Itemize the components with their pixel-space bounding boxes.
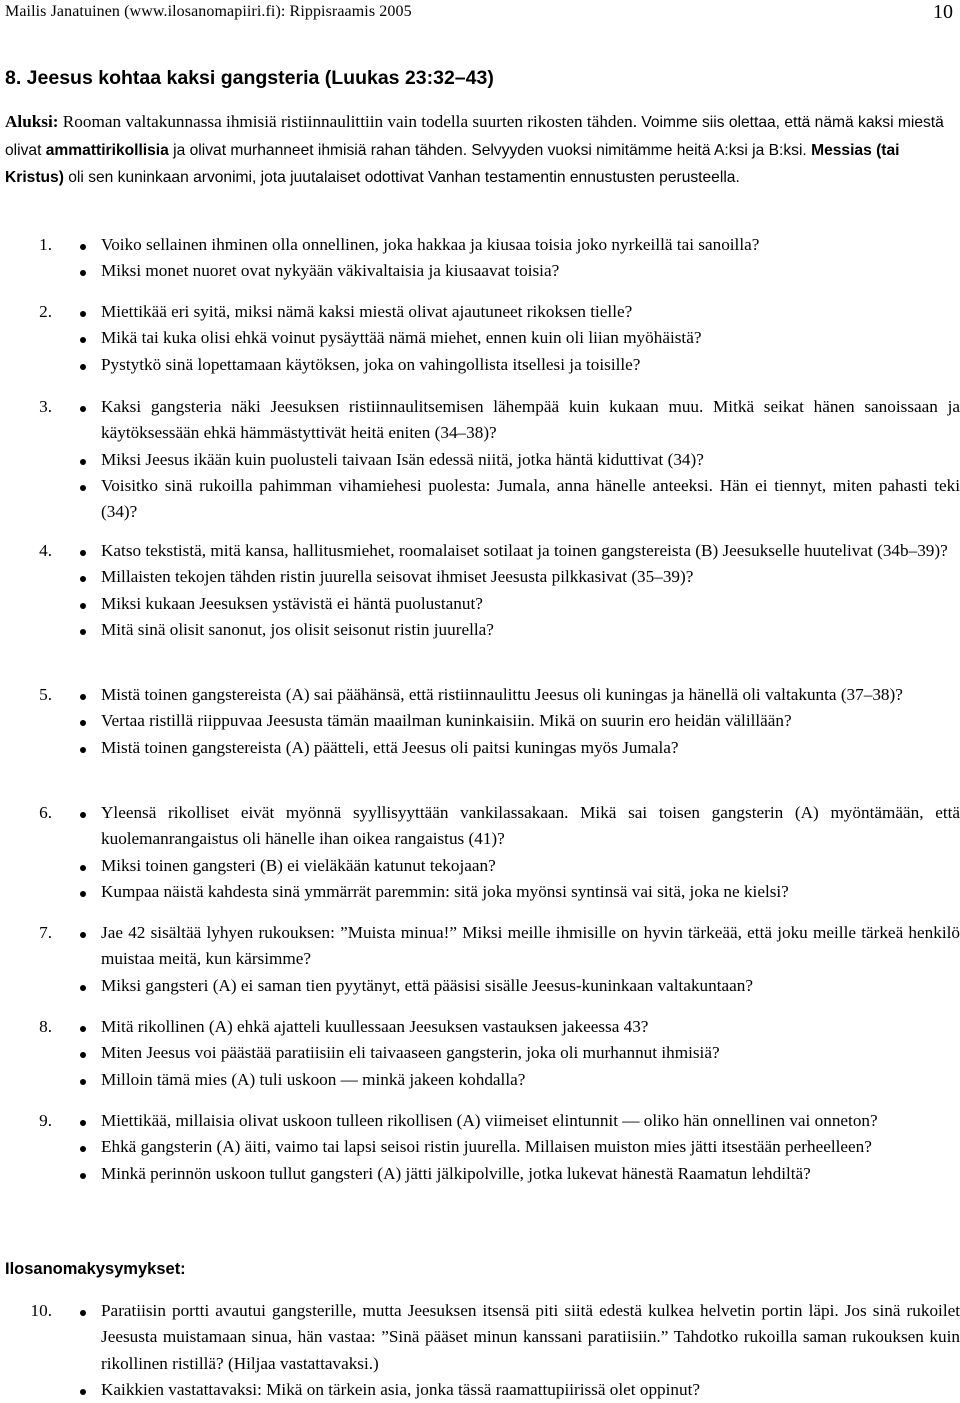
- list-item-text: Mistä toinen gangstereista (A) sai päähänsä, että ristiinnaulittu Jeesus oli kuningas ja hänellä oli valtakunta (37–38)?: [101, 685, 903, 704]
- page-number: 10: [933, 1, 953, 23]
- list-item: [80, 708, 960, 734]
- list-item: [80, 1040, 960, 1066]
- bullet-icon: [80, 459, 86, 465]
- question-list: [80, 800, 960, 905]
- bullet-icon: [80, 1052, 86, 1058]
- intro-paragraph: [5, 109, 957, 192]
- bullet-icon: [80, 694, 86, 700]
- intro-emphasis: ammattirikollisia: [45, 141, 169, 159]
- list-item: [80, 1161, 960, 1187]
- bullet-icon: [80, 1389, 86, 1395]
- list-item-text: Voisitko sinä rukoilla pahimman vihamiehesi puolesta: Jumala, anna hänelle anteeksi. Hän ei tiennyt, miten pahasti teki (34)?: [101, 475, 960, 522]
- list-item-text: Katso tekstistä, mitä kansa, hallitusmiehet, roomalaiset sotilaat ja toinen gangstereista (B) Jeesukselle huutelivat (34b–39)?: [101, 541, 948, 560]
- list-item-text: Millaisten tekojen tähden ristin juurella seisovat ihmiset Jeesusta pilkkasivat (35–39)?: [101, 567, 694, 587]
- list-item-text: Miettikää eri syitä, miksi nämä kaksi miestä olivat ajautuneet rikoksen tielle?: [101, 302, 633, 321]
- list-item-text: Pystytkö sinä lopettamaan käytöksen, joka on vahingollista itsellesi ja toisille?: [101, 354, 641, 374]
- bullet-icon: [80, 603, 86, 609]
- list-item-text: Yleensä rikolliset eivät myönnä syyllisyyttään vankilassakaan. Mikä sai toisen gangsterin (A) myöntämään, että kuolemanrangaistus oli hänelle ihan oikea rangaistus (41)?: [101, 803, 960, 849]
- list-item-text: Kumpaa näistä kahdesta sinä ymmärrät paremmin: sitä joka myönsi syntinsä vai sitä, joka ne kielsi?: [101, 881, 789, 901]
- list-item: [80, 617, 960, 643]
- list-item: [80, 1108, 960, 1134]
- list-item: [80, 853, 960, 879]
- question-list: [80, 682, 960, 761]
- question-list: [80, 538, 960, 643]
- list-item: [80, 394, 960, 447]
- intro-text: Rooman valtakunnassa ihmisiä ristiinnaulittiin vain todella suurten rikosten tähden.: [58, 112, 642, 131]
- question-number: 8.: [39, 1017, 52, 1036]
- bullet-icon: [80, 337, 86, 343]
- list-item: [80, 1298, 960, 1377]
- list-item: [80, 447, 960, 473]
- question-number: 3.: [39, 397, 52, 416]
- bullet-icon: [80, 1120, 86, 1126]
- ilosanoma-heading: Ilosanomakysymykset:: [5, 1260, 186, 1278]
- question-list: [80, 920, 960, 999]
- list-item: [80, 473, 960, 526]
- question-number: 4.: [39, 541, 52, 560]
- list-item: [80, 682, 960, 708]
- bullet-icon: [80, 270, 86, 276]
- bullet-icon: [80, 891, 86, 897]
- question-list: [80, 232, 960, 285]
- bullet-icon: [80, 985, 86, 991]
- list-item-text: Jae 42 sisältää lyhyen rukouksen: ”Muista minua!” Miksi meille ihmisille on hyvin tärkeää, että joku meille tärkeä henkilö muistaa meitä, kun kärsimme?: [101, 923, 960, 969]
- question-list: [80, 394, 960, 525]
- bullet-icon: [80, 576, 86, 582]
- question-list: [80, 299, 960, 378]
- intro-sans-part: Voimme siis olettaa, että nämä kaksi miestä olivat: [5, 114, 944, 159]
- question-list: [80, 1014, 960, 1093]
- list-item: [80, 258, 960, 284]
- list-item-text: Kaikkien vastattavaksi: Mikä on tärkein asia, jonka tässä raamattupiirissä olet oppinut?: [101, 1379, 701, 1399]
- list-item: [80, 879, 960, 905]
- question-number: 2.: [39, 302, 52, 321]
- intro-sans-part: oli sen kuninkaan arvonimi, jota juutalaiset odottivat Vanhan testamentin ennustusten perusteella.: [63, 169, 740, 186]
- question-number: 10.: [30, 1301, 52, 1320]
- bullet-icon: [80, 1146, 86, 1152]
- list-item-text: Vertaa ristillä riippuvaa Jeesusta tämän maailman kuninkaisiin. Mikä on suurin ero heidän välillään?: [101, 711, 792, 731]
- bullet-icon: [80, 1079, 86, 1085]
- list-item: [80, 735, 960, 761]
- list-item: [80, 325, 960, 351]
- list-item: [80, 1134, 960, 1160]
- bullet-icon: [80, 311, 86, 317]
- list-item-text: Paratiisin portti avautui gangsterille, mutta Jeesuksen itsensä piti siitä edestä kulkea helvetin portin läpi. Jos sinä rukoilet Jeesusta muistamaan sinua, hän vastaa: ”Sinä pääset minun kanssani paratiisiin.” Tahdotko rukoilla saman rukouksen kuin rikollinen ristillä? (Hiljaa vastattavaksi.): [101, 1301, 960, 1373]
- list-item: [80, 800, 960, 853]
- list-item-text: Mikä tai kuka olisi ehkä voinut pysäyttää nämä miehet, ennen kuin oli liian myöhäistä?: [101, 328, 702, 348]
- bullet-icon: [80, 364, 86, 370]
- list-item-text: Miksi gangsteri (A) ei saman tien pyytänyt, että pääsisi sisälle Jeesus-kuninkaan valtakuntaan?: [101, 975, 753, 995]
- list-item: [80, 232, 960, 258]
- question-number: 7.: [39, 923, 52, 942]
- bullet-icon: [80, 406, 86, 412]
- question-list: [80, 1298, 960, 1403]
- bullet-icon: [80, 812, 86, 818]
- list-item-text: Mitä sinä olisit sanonut, jos olisit seisonut ristin juurella?: [101, 619, 494, 639]
- list-item-text: Miksi monet nuoret ovat nykyään väkivaltaisia ja kiusaavat toisia?: [101, 261, 560, 281]
- bullet-icon: [80, 485, 86, 491]
- bullet-icon: [80, 1173, 86, 1179]
- bullet-icon: [80, 550, 86, 556]
- bullet-icon: [80, 1026, 86, 1032]
- bullet-icon: [80, 1310, 86, 1316]
- list-item: [80, 352, 960, 378]
- list-item-text: Mitä rikollinen (A) ehkä ajatteli kuullessaan Jeesuksen vastauksen jakeessa 43?: [101, 1017, 649, 1036]
- question-number: 9.: [39, 1111, 52, 1130]
- intro-sans-part: ja olivat murhanneet ihmisiä rahan tähden. Selvyyden vuoksi nimitämme heitä A:ksi ja B:ksi.: [168, 141, 812, 159]
- bullet-icon: [80, 932, 86, 938]
- page-header: [5, 0, 957, 24]
- bullet-icon: [80, 244, 86, 250]
- bullet-icon: [80, 747, 86, 753]
- list-item-text: Miksi kukaan Jeesuksen ystävistä ei häntä puolustanut?: [101, 593, 483, 613]
- bullet-icon: [80, 629, 86, 635]
- list-item-text: Miksi Jeesus ikään kuin puolusteli taivaan Isän edessä niitä, jotka häntä kiduttivat (34)?: [101, 449, 704, 469]
- list-item-text: Mistä toinen gangstereista (A) päätteli, että Jeesus oli paitsi kuningas myös Jumala?: [101, 737, 679, 757]
- list-item-text: Miksi toinen gangsteri (B) ei vieläkään katunut tekojaan?: [101, 855, 496, 875]
- list-item: [80, 299, 960, 325]
- bullet-icon: [80, 720, 86, 726]
- list-item-text: Miten Jeesus voi päästää paratiisiin eli taivaaseen gangsterin, joka oli murhannut ihmisiä?: [101, 1043, 720, 1063]
- list-item: [80, 1067, 960, 1093]
- list-item: [80, 1377, 960, 1403]
- list-item-text: Kaksi gangsteria näki Jeesuksen ristiinnaulitsemisen lähempää kuin kukaan muu. Mitkä seikat hänen sanoissaan ja käytöksessään ehkä hämmästyttivät heitä eniten (34–38)?: [101, 397, 960, 443]
- question-number: 5.: [39, 685, 52, 704]
- list-item: [80, 538, 960, 564]
- question-number: 1.: [39, 235, 52, 254]
- list-item: [80, 564, 960, 590]
- list-item-text: Voiko sellainen ihminen olla onnellinen, joka hakkaa ja kiusaa toisia joko nyrkeillä tai sanoilla?: [101, 235, 760, 254]
- question-list: [80, 1108, 960, 1187]
- running-head: Mailis Janatuinen (www.ilosanomapiiri.fi): Rippisraamis 2005: [5, 3, 412, 20]
- list-item-text: Minkä perinnön uskoon tullut gangsteri (A) jätti jälkipolville, jotka lukevat hänestä Raamatun lehdiltä?: [101, 1163, 811, 1183]
- list-item-text: Ehkä gangsterin (A) äiti, vaimo tai lapsi seisoi ristin juurella. Millaisen muiston mies jätti itsestään perheelleen?: [101, 1137, 872, 1157]
- list-item: [80, 920, 960, 973]
- intro-label: Aluksi:: [5, 112, 59, 131]
- question-number: 6.: [39, 803, 52, 822]
- list-item: [80, 973, 960, 999]
- bullet-icon: [80, 865, 86, 871]
- intro-emphasis: Messias (tai Kristus): [5, 141, 900, 186]
- list-item-text: Miettikää, millaisia olivat uskoon tulleen rikollisen (A) viimeiset elintunnit — oliko hän onnellinen vai onneton?: [101, 1111, 878, 1130]
- list-item: [80, 591, 960, 617]
- list-item-text: Milloin tämä mies (A) tuli uskoon — minkä jakeen kohdalla?: [101, 1069, 526, 1089]
- list-item: [80, 1014, 960, 1040]
- section-title: 8. Jeesus kohtaa kaksi gangsteria (Luukas 23:32–43): [5, 67, 494, 89]
